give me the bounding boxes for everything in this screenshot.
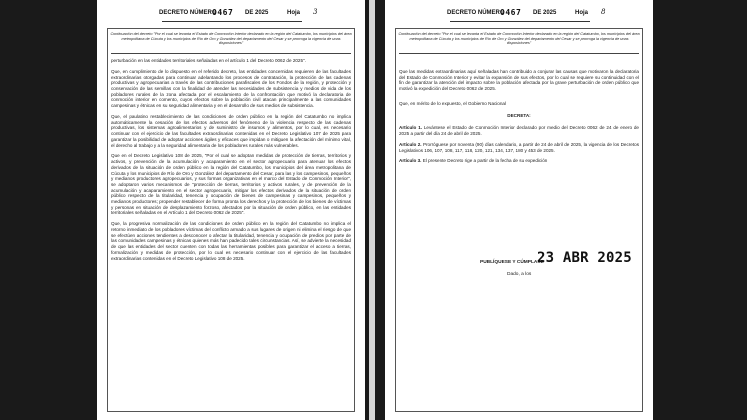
sheet-label: Hoja [575,10,589,16]
article-label: Artículo 3. [399,158,422,164]
decree-label: DECRETO NÚMERO [447,10,505,16]
decree-number: 0467 [212,8,234,17]
document-page-right [385,0,653,420]
page-header [385,8,653,20]
body-text [399,69,639,169]
paragraph: Que, en mérito de lo expuesto, el Gobierno Nacional [399,100,506,106]
decreta-heading: DECRETA: [507,112,531,118]
decree-number: 0467 [500,8,522,17]
article-text: El presente Decreto rige a partir de la fecha de su expedición [421,158,548,164]
sheet-number: 3 [313,8,318,16]
publish-label: PUBLÍQUESE Y CÚMPLASE [480,260,544,265]
paragraph: perturbación en las entidades territoriales señaladas en el artículo 1 del Decreto 0062 de 2025". [111,58,306,63]
document-page-left [97,0,365,420]
article-text: Prorróguese por noventa (90) días calendario, a partir de 24 de abril de 2025, la vigencia de los Decretos Legislativos 106, 107, 108, 117, 118, 120, 121, 134, 137, 180 y 453 de 2025. [399,141,639,153]
article-label: Artículo 1. [399,125,423,131]
continuation-note: Continuación del decreto "Por el cual se levanta el Estado de Conmoción Interior declarado en la región del Catatumbo, los municipios del área metropolitana de Cúcuta y los municipios de Río de Oro y González del departamento del Cesar y se prorroga la vigencia de unas disposiciones" [398,32,640,46]
separator [111,53,351,54]
body-text [111,58,351,266]
sheet-label: Hoja [287,10,301,16]
paragraph: Que las medidas extraordinarias aquí señaladas han contribuido a conjurar las causas que motivaron la declaratoria del Estado de Conmoción Interior y evitar la expansión de sus efectos, por lo cual se requiere su continuidad con el fin de garantizar la atención del impacto sobre la población afectada por la grave perturbación de orden público que motivó la expedición del Decreto 0062 de 2025. [399,69,639,92]
paragraph: Que, en cumplimiento de lo dispuesto en el referido decreto, las entidades concernidas requieren de las facultades extraordinarias otorgadas para continuar adelantando los procesos de contratación, la protección de las cadenas productivas y agropecuarias a través de las contribuciones parafiscales de los Fondos de la región, y protección y conservación de las semillas con la finalidad de atender las necesidades de subsistencia y medios de vida de los pobladores rurales de la zona afectada por el escalamiento de la confrontación que motivó la declaratoria de conmoción interior en comento, cuyos efectos sobre la población civil atacan principalmente a las comunidades campesinas y étnicas en su seguridad alimentaria y en el desarrollo de sus medios de subsistencia. [111,68,351,109]
header-underline [162,21,302,22]
article-1 [399,125,639,136]
dado-text: Dado, a los [507,272,532,277]
decree-year: DE 2025 [245,10,269,16]
article-text: Levántese el Estado de Conmoción Interior declarado por medio del Decreto 0062 de 24 de enero de 2025 a partir del día 24 de abril de 2025. [399,125,639,136]
article-3 [399,158,639,164]
continuation-note: Continuación del decreto "Por el cual se levanta el Estado de Conmoción Interior declarado en la región del Catatumbo, los municipios del área metropolitana de Cúcuta y los municipios de Río de Oro y González del departamento del Cesar y se prorroga la vigencia de unas disposiciones" [110,32,352,46]
paragraph: Que en el Decreto Legislativo 108 de 2025, "Por el cual se adoptan medidas de protección de tierras, territorios y activos, y prevención de la acumulación y acaparamiento en el sector agropecuario para atenuar los efectos derivados de la situación de orden público en la región del Catatumbo, los municipios del área metropolitana de Cúcuta y los municipios de Río de Oro y González del departamento del Cesar, para las y los campesinos, pequeños y medianos productores agropecuarios, y sus formas organizativas en el marco del Estado de Conmoción Interior", se adoptaron varios mecanismos de "protección de tierras, territorios y activos rurales, y de prevención de la acumulación y acaparamiento en el sector agropecuario, mitigar los efectos derivados de la situación de orden público respecto de la titularidad, tenencia y ocupación de bienes de campesinas y campesinos, pequeños y medianos productores; propender restablecer de forma pronta los derechos y la protección de los bienes de víctimas y personas en situación de desplazamiento forzoso, afectados por la situación de orden público, en las entidades territoriales señaladas en el Artículo 1 del Decreto 0062 de 2025". [111,153,351,216]
paragraph: Que, la progresiva normalización de las condiciones de orden público en la región del Catatumbo no implica el retorno inmediato de los pobladores víctimas del conflicto armado a sus lugares de origen ni elimina el riesgo de que se efectúen acciones tendientes a desconocer o afectar la titularidad, tenencia y ocupación de predios por parte de las comunidades campesinas y étnicas quienes más han padecido tales circunstancias. Así, se advierte la necesidad de que las entidades del sector cuenten con todas las herramientas posibles para garantizar el acceso a tierras, formalización y medidas de protección, por lo cual es necesario continuar con el ejercicio de las facultades extraordinarias contenidas en el Decreto Legislativo 108 de 2025. [111,221,351,261]
article-2 [399,142,639,153]
date-stamp: 23 ABR 2025 [537,250,632,266]
separator [399,53,639,54]
article-label: Artículo 2. [399,141,422,147]
page-header [97,8,365,20]
header-underline [450,21,590,22]
sheet-number: 8 [601,8,606,16]
decree-label: DECRETO NÚMERO [159,10,217,16]
paragraph: Que, el paulatino restablecimiento de las condiciones de orden público en la región del Catatumbo no implica automáticamente la cesación de los efectos adversos del fenómeno de la violencia respecto de las cadenas productivas, los sistemas agroalimentarios y de suministro de insumos y alimentos, por lo cual, es necesario continuar con el ejercicio de las facultades extraordinarias contenidas en el Decreto Legislativo 107 de 2025 para garantizar la posibilidad de adoptar acciones ágiles y eficaces que impidan o mitiguen la afectación del mínimo vital, el derecho al trabajo y a la seguridad alimentaria de los pobladores rurales más vulnerables. [111,114,351,148]
decree-year: DE 2025 [533,10,557,16]
